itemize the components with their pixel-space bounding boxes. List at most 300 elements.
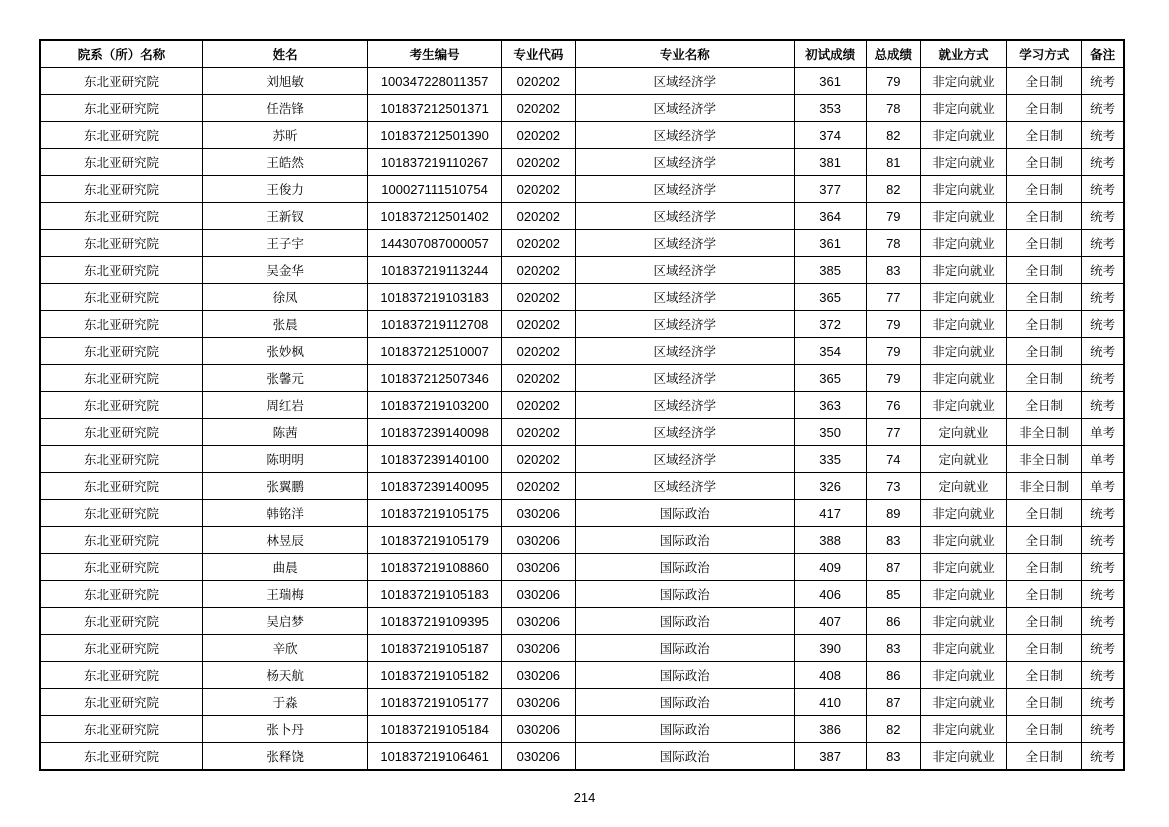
cell-study-mode: 全日制	[1007, 203, 1082, 230]
cell-major-name: 国际政治	[575, 662, 794, 689]
cell-candidate-id: 101837219105183	[368, 581, 501, 608]
cell-major-name: 区域经济学	[575, 284, 794, 311]
header-candidate-id: 考生编号	[368, 40, 501, 68]
table-row	[40, 230, 1124, 257]
cell-total-score: 76	[866, 392, 920, 419]
table-row	[40, 527, 1124, 554]
cell-major-name: 区域经济学	[575, 257, 794, 284]
cell-employment-type: 非定向就业	[920, 230, 1006, 257]
cell-initial-score: 361	[794, 68, 866, 95]
cell-major-code: 030206	[501, 635, 575, 662]
cell-major-code: 020202	[501, 392, 575, 419]
cell-major-code: 030206	[501, 743, 575, 771]
cell-remark: 统考	[1082, 284, 1124, 311]
cell-candidate-id: 101837239140095	[368, 473, 501, 500]
cell-major-name: 国际政治	[575, 635, 794, 662]
cell-department: 东北亚研究院	[40, 419, 202, 446]
header-total-score: 总成绩	[866, 40, 920, 68]
cell-study-mode: 全日制	[1007, 311, 1082, 338]
cell-candidate-id: 144307087000057	[368, 230, 501, 257]
table-row	[40, 446, 1124, 473]
table-row	[40, 257, 1124, 284]
cell-department: 东北亚研究院	[40, 581, 202, 608]
header-initial-score: 初试成绩	[794, 40, 866, 68]
cell-study-mode: 全日制	[1007, 527, 1082, 554]
cell-candidate-id: 101837239140100	[368, 446, 501, 473]
cell-initial-score: 363	[794, 392, 866, 419]
cell-major-code: 030206	[501, 500, 575, 527]
cell-total-score: 79	[866, 203, 920, 230]
table-row	[40, 419, 1124, 446]
cell-candidate-id: 101837219110267	[368, 149, 501, 176]
cell-candidate-id: 101837239140098	[368, 419, 501, 446]
cell-student-name: 张晨	[202, 311, 367, 338]
cell-student-name: 张卜丹	[202, 716, 367, 743]
table-row	[40, 743, 1124, 771]
cell-major-code: 020202	[501, 176, 575, 203]
cell-study-mode: 全日制	[1007, 230, 1082, 257]
header-major-code: 专业代码	[501, 40, 575, 68]
cell-employment-type: 非定向就业	[920, 176, 1006, 203]
cell-remark: 统考	[1082, 662, 1124, 689]
cell-initial-score: 354	[794, 338, 866, 365]
cell-student-name: 杨天航	[202, 662, 367, 689]
cell-study-mode: 全日制	[1007, 338, 1082, 365]
cell-study-mode: 全日制	[1007, 149, 1082, 176]
cell-employment-type: 非定向就业	[920, 554, 1006, 581]
cell-student-name: 王子宇	[202, 230, 367, 257]
cell-initial-score: 335	[794, 446, 866, 473]
table-row	[40, 581, 1124, 608]
cell-candidate-id: 101837219106461	[368, 743, 501, 771]
cell-department: 东北亚研究院	[40, 203, 202, 230]
cell-major-code: 030206	[501, 662, 575, 689]
admission-table	[39, 39, 1125, 771]
cell-total-score: 79	[866, 365, 920, 392]
cell-employment-type: 非定向就业	[920, 392, 1006, 419]
cell-initial-score: 326	[794, 473, 866, 500]
cell-candidate-id: 101837219112708	[368, 311, 501, 338]
cell-initial-score: 408	[794, 662, 866, 689]
cell-study-mode: 非全日制	[1007, 419, 1082, 446]
cell-major-name: 国际政治	[575, 500, 794, 527]
table-row	[40, 176, 1124, 203]
cell-major-code: 020202	[501, 230, 575, 257]
cell-total-score: 83	[866, 527, 920, 554]
cell-student-name: 王新钗	[202, 203, 367, 230]
cell-student-name: 刘旭敏	[202, 68, 367, 95]
cell-student-name: 张释饶	[202, 743, 367, 771]
cell-major-name: 区域经济学	[575, 176, 794, 203]
cell-major-code: 030206	[501, 608, 575, 635]
table-row	[40, 311, 1124, 338]
table-row	[40, 689, 1124, 716]
cell-total-score: 82	[866, 176, 920, 203]
cell-employment-type: 定向就业	[920, 446, 1006, 473]
cell-initial-score: 387	[794, 743, 866, 771]
cell-department: 东北亚研究院	[40, 392, 202, 419]
cell-employment-type: 非定向就业	[920, 581, 1006, 608]
cell-employment-type: 非定向就业	[920, 365, 1006, 392]
cell-student-name: 王皓然	[202, 149, 367, 176]
cell-remark: 统考	[1082, 365, 1124, 392]
cell-total-score: 83	[866, 743, 920, 771]
cell-major-code: 020202	[501, 473, 575, 500]
cell-major-name: 区域经济学	[575, 473, 794, 500]
cell-employment-type: 定向就业	[920, 473, 1006, 500]
cell-total-score: 77	[866, 284, 920, 311]
cell-study-mode: 非全日制	[1007, 473, 1082, 500]
cell-major-name: 国际政治	[575, 554, 794, 581]
cell-employment-type: 非定向就业	[920, 284, 1006, 311]
cell-department: 东北亚研究院	[40, 743, 202, 771]
cell-student-name: 苏昕	[202, 122, 367, 149]
cell-major-name: 区域经济学	[575, 365, 794, 392]
cell-major-code: 020202	[501, 284, 575, 311]
cell-candidate-id: 101837212501371	[368, 95, 501, 122]
cell-total-score: 81	[866, 149, 920, 176]
cell-student-name: 徐凤	[202, 284, 367, 311]
cell-initial-score: 388	[794, 527, 866, 554]
cell-candidate-id: 101837212501402	[368, 203, 501, 230]
cell-department: 东北亚研究院	[40, 527, 202, 554]
cell-remark: 单考	[1082, 419, 1124, 446]
cell-candidate-id: 101837219105184	[368, 716, 501, 743]
cell-study-mode: 全日制	[1007, 554, 1082, 581]
cell-student-name: 任浩锋	[202, 95, 367, 122]
cell-initial-score: 361	[794, 230, 866, 257]
table-row	[40, 392, 1124, 419]
cell-major-code: 020202	[501, 419, 575, 446]
cell-remark: 统考	[1082, 608, 1124, 635]
table-row	[40, 284, 1124, 311]
cell-total-score: 85	[866, 581, 920, 608]
cell-initial-score: 364	[794, 203, 866, 230]
cell-remark: 统考	[1082, 257, 1124, 284]
cell-major-name: 国际政治	[575, 689, 794, 716]
cell-remark: 统考	[1082, 176, 1124, 203]
cell-employment-type: 非定向就业	[920, 149, 1006, 176]
cell-candidate-id: 101837219108860	[368, 554, 501, 581]
cell-major-code: 020202	[501, 365, 575, 392]
cell-department: 东北亚研究院	[40, 68, 202, 95]
table-row	[40, 608, 1124, 635]
cell-department: 东北亚研究院	[40, 689, 202, 716]
cell-major-name: 区域经济学	[575, 311, 794, 338]
cell-student-name: 张翼鹏	[202, 473, 367, 500]
cell-initial-score: 386	[794, 716, 866, 743]
table-row	[40, 500, 1124, 527]
cell-major-code: 020202	[501, 122, 575, 149]
cell-initial-score: 353	[794, 95, 866, 122]
cell-total-score: 83	[866, 635, 920, 662]
cell-department: 东北亚研究院	[40, 716, 202, 743]
cell-initial-score: 365	[794, 365, 866, 392]
cell-major-name: 区域经济学	[575, 392, 794, 419]
cell-major-name: 区域经济学	[575, 446, 794, 473]
table-row	[40, 716, 1124, 743]
cell-department: 东北亚研究院	[40, 230, 202, 257]
cell-major-name: 区域经济学	[575, 419, 794, 446]
cell-candidate-id: 101837219109395	[368, 608, 501, 635]
cell-initial-score: 407	[794, 608, 866, 635]
cell-employment-type: 非定向就业	[920, 662, 1006, 689]
cell-student-name: 吴启梦	[202, 608, 367, 635]
cell-major-name: 区域经济学	[575, 149, 794, 176]
cell-remark: 统考	[1082, 338, 1124, 365]
header-study-mode: 学习方式	[1007, 40, 1082, 68]
cell-study-mode: 全日制	[1007, 257, 1082, 284]
cell-major-code: 020202	[501, 203, 575, 230]
cell-department: 东北亚研究院	[40, 473, 202, 500]
table-row	[40, 365, 1124, 392]
cell-total-score: 87	[866, 554, 920, 581]
table-row	[40, 203, 1124, 230]
cell-study-mode: 全日制	[1007, 95, 1082, 122]
cell-total-score: 79	[866, 311, 920, 338]
cell-employment-type: 非定向就业	[920, 311, 1006, 338]
cell-remark: 统考	[1082, 689, 1124, 716]
cell-major-name: 区域经济学	[575, 230, 794, 257]
cell-major-name: 区域经济学	[575, 203, 794, 230]
cell-employment-type: 非定向就业	[920, 608, 1006, 635]
cell-remark: 统考	[1082, 392, 1124, 419]
cell-employment-type: 非定向就业	[920, 689, 1006, 716]
table-row	[40, 554, 1124, 581]
cell-student-name: 周红岩	[202, 392, 367, 419]
cell-remark: 统考	[1082, 743, 1124, 771]
cell-study-mode: 全日制	[1007, 284, 1082, 311]
cell-student-name: 张妙枫	[202, 338, 367, 365]
cell-total-score: 86	[866, 662, 920, 689]
cell-major-name: 国际政治	[575, 581, 794, 608]
table-row	[40, 95, 1124, 122]
cell-initial-score: 385	[794, 257, 866, 284]
cell-department: 东北亚研究院	[40, 95, 202, 122]
cell-study-mode: 全日制	[1007, 392, 1082, 419]
cell-study-mode: 全日制	[1007, 581, 1082, 608]
cell-department: 东北亚研究院	[40, 338, 202, 365]
cell-department: 东北亚研究院	[40, 554, 202, 581]
cell-initial-score: 410	[794, 689, 866, 716]
cell-major-code: 030206	[501, 527, 575, 554]
cell-major-code: 020202	[501, 311, 575, 338]
cell-major-code: 020202	[501, 95, 575, 122]
table-row	[40, 635, 1124, 662]
cell-total-score: 73	[866, 473, 920, 500]
cell-major-name: 区域经济学	[575, 68, 794, 95]
cell-department: 东北亚研究院	[40, 122, 202, 149]
table-row	[40, 338, 1124, 365]
cell-study-mode: 全日制	[1007, 500, 1082, 527]
cell-student-name: 辛欣	[202, 635, 367, 662]
cell-initial-score: 377	[794, 176, 866, 203]
cell-study-mode: 全日制	[1007, 635, 1082, 662]
cell-candidate-id: 101837219105179	[368, 527, 501, 554]
cell-major-code: 030206	[501, 554, 575, 581]
cell-study-mode: 全日制	[1007, 608, 1082, 635]
cell-candidate-id: 100347228011357	[368, 68, 501, 95]
cell-candidate-id: 100027111510754	[368, 176, 501, 203]
cell-student-name: 韩铭洋	[202, 500, 367, 527]
cell-department: 东北亚研究院	[40, 149, 202, 176]
table-row	[40, 122, 1124, 149]
table-body	[40, 68, 1124, 771]
cell-total-score: 83	[866, 257, 920, 284]
cell-initial-score: 381	[794, 149, 866, 176]
cell-remark: 统考	[1082, 203, 1124, 230]
cell-department: 东北亚研究院	[40, 635, 202, 662]
cell-employment-type: 非定向就业	[920, 122, 1006, 149]
cell-initial-score: 365	[794, 284, 866, 311]
cell-department: 东北亚研究院	[40, 284, 202, 311]
cell-total-score: 89	[866, 500, 920, 527]
cell-total-score: 82	[866, 122, 920, 149]
table-row	[40, 662, 1124, 689]
cell-remark: 统考	[1082, 500, 1124, 527]
cell-student-name: 陈明明	[202, 446, 367, 473]
cell-major-code: 030206	[501, 581, 575, 608]
cell-initial-score: 350	[794, 419, 866, 446]
cell-remark: 统考	[1082, 635, 1124, 662]
cell-study-mode: 全日制	[1007, 68, 1082, 95]
cell-total-score: 87	[866, 689, 920, 716]
cell-major-code: 030206	[501, 689, 575, 716]
cell-major-name: 区域经济学	[575, 122, 794, 149]
cell-department: 东北亚研究院	[40, 311, 202, 338]
cell-remark: 统考	[1082, 581, 1124, 608]
header-employment-type: 就业方式	[920, 40, 1006, 68]
cell-total-score: 86	[866, 608, 920, 635]
table-row	[40, 473, 1124, 500]
cell-student-name: 王俊力	[202, 176, 367, 203]
table-row	[40, 68, 1124, 95]
cell-employment-type: 非定向就业	[920, 743, 1006, 771]
cell-major-code: 020202	[501, 257, 575, 284]
cell-student-name: 王瑞梅	[202, 581, 367, 608]
cell-total-score: 77	[866, 419, 920, 446]
cell-student-name: 林昱辰	[202, 527, 367, 554]
cell-employment-type: 非定向就业	[920, 635, 1006, 662]
cell-employment-type: 非定向就业	[920, 338, 1006, 365]
cell-major-code: 020202	[501, 149, 575, 176]
table-header-row	[40, 40, 1124, 68]
header-major-name: 专业名称	[575, 40, 794, 68]
cell-major-name: 国际政治	[575, 743, 794, 771]
cell-employment-type: 非定向就业	[920, 716, 1006, 743]
cell-remark: 单考	[1082, 446, 1124, 473]
cell-study-mode: 全日制	[1007, 365, 1082, 392]
cell-major-name: 国际政治	[575, 716, 794, 743]
table-row	[40, 149, 1124, 176]
cell-candidate-id: 101837219105177	[368, 689, 501, 716]
cell-major-name: 区域经济学	[575, 95, 794, 122]
cell-remark: 统考	[1082, 311, 1124, 338]
cell-employment-type: 非定向就业	[920, 68, 1006, 95]
cell-study-mode: 全日制	[1007, 743, 1082, 771]
cell-department: 东北亚研究院	[40, 662, 202, 689]
cell-candidate-id: 101837219103183	[368, 284, 501, 311]
cell-candidate-id: 101837219105187	[368, 635, 501, 662]
cell-remark: 单考	[1082, 473, 1124, 500]
cell-initial-score: 390	[794, 635, 866, 662]
cell-candidate-id: 101837212501390	[368, 122, 501, 149]
cell-total-score: 78	[866, 230, 920, 257]
cell-major-code: 020202	[501, 446, 575, 473]
cell-initial-score: 374	[794, 122, 866, 149]
cell-department: 东北亚研究院	[40, 500, 202, 527]
cell-employment-type: 定向就业	[920, 419, 1006, 446]
cell-initial-score: 372	[794, 311, 866, 338]
cell-study-mode: 非全日制	[1007, 446, 1082, 473]
cell-student-name: 曲晨	[202, 554, 367, 581]
cell-candidate-id: 101837219105182	[368, 662, 501, 689]
cell-candidate-id: 101837212507346	[368, 365, 501, 392]
cell-candidate-id: 101837219105175	[368, 500, 501, 527]
cell-remark: 统考	[1082, 149, 1124, 176]
cell-employment-type: 非定向就业	[920, 527, 1006, 554]
cell-study-mode: 全日制	[1007, 122, 1082, 149]
cell-student-name: 陈茜	[202, 419, 367, 446]
cell-candidate-id: 101837212510007	[368, 338, 501, 365]
cell-major-name: 国际政治	[575, 527, 794, 554]
header-remark: 备注	[1082, 40, 1124, 68]
cell-total-score: 79	[866, 338, 920, 365]
cell-remark: 统考	[1082, 95, 1124, 122]
page-number: 214	[573, 790, 596, 805]
header-department: 院系（所）名称	[40, 40, 202, 68]
cell-candidate-id: 101837219113244	[368, 257, 501, 284]
cell-remark: 统考	[1082, 122, 1124, 149]
cell-study-mode: 全日制	[1007, 716, 1082, 743]
cell-initial-score: 406	[794, 581, 866, 608]
cell-study-mode: 全日制	[1007, 662, 1082, 689]
cell-remark: 统考	[1082, 554, 1124, 581]
cell-initial-score: 417	[794, 500, 866, 527]
cell-remark: 统考	[1082, 68, 1124, 95]
cell-total-score: 82	[866, 716, 920, 743]
cell-employment-type: 非定向就业	[920, 95, 1006, 122]
cell-employment-type: 非定向就业	[920, 203, 1006, 230]
cell-student-name: 于淼	[202, 689, 367, 716]
cell-department: 东北亚研究院	[40, 608, 202, 635]
cell-study-mode: 全日制	[1007, 176, 1082, 203]
cell-department: 东北亚研究院	[40, 365, 202, 392]
cell-remark: 统考	[1082, 230, 1124, 257]
cell-student-name: 张馨元	[202, 365, 367, 392]
cell-total-score: 78	[866, 95, 920, 122]
cell-initial-score: 409	[794, 554, 866, 581]
cell-student-name: 吴金华	[202, 257, 367, 284]
cell-candidate-id: 101837219103200	[368, 392, 501, 419]
header-name: 姓名	[202, 40, 367, 68]
cell-total-score: 79	[866, 68, 920, 95]
cell-remark: 统考	[1082, 716, 1124, 743]
cell-employment-type: 非定向就业	[920, 257, 1006, 284]
cell-total-score: 74	[866, 446, 920, 473]
cell-major-code: 030206	[501, 716, 575, 743]
cell-department: 东北亚研究院	[40, 257, 202, 284]
cell-major-code: 020202	[501, 68, 575, 95]
cell-employment-type: 非定向就业	[920, 500, 1006, 527]
cell-department: 东北亚研究院	[40, 446, 202, 473]
cell-major-name: 国际政治	[575, 608, 794, 635]
cell-remark: 统考	[1082, 527, 1124, 554]
cell-major-name: 区域经济学	[575, 338, 794, 365]
cell-study-mode: 全日制	[1007, 689, 1082, 716]
cell-department: 东北亚研究院	[40, 176, 202, 203]
cell-major-code: 020202	[501, 338, 575, 365]
